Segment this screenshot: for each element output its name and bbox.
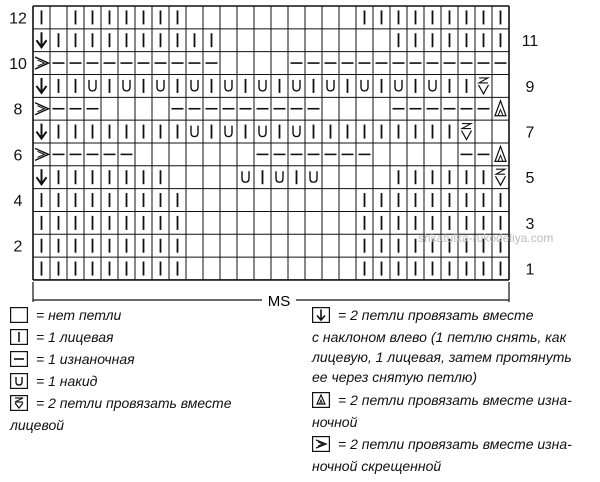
legend-item-purl bbox=[10, 349, 300, 371]
ssk-arrow-cell bbox=[37, 32, 47, 47]
legend-text-knit: = 1 лицевая bbox=[36, 329, 114, 345]
yarn-over-cell bbox=[89, 80, 96, 91]
row-number-4: 4 bbox=[13, 193, 23, 211]
yarn-over-cell bbox=[157, 80, 164, 91]
row-number-6: 6 bbox=[13, 147, 23, 165]
yarn-over-cell bbox=[395, 80, 402, 91]
legend-text-p2togtbl-2: ночной скрещенной bbox=[312, 458, 442, 474]
yarn-over-cell bbox=[310, 171, 317, 182]
yarn-over-cell bbox=[225, 80, 232, 91]
row-number-12: 12 bbox=[9, 10, 27, 28]
legend-right bbox=[312, 305, 597, 476]
row-number-7: 7 bbox=[525, 124, 535, 142]
knit-stitch-icon bbox=[10, 329, 28, 345]
ssk-arrow-cell bbox=[37, 78, 47, 93]
yarn-over-cell bbox=[429, 80, 436, 91]
yarn-over-cell bbox=[293, 80, 300, 91]
k2tog-cell bbox=[496, 169, 506, 185]
yarn-over-cell bbox=[225, 126, 232, 137]
row-number-1: 1 bbox=[525, 261, 535, 279]
yarn-over-cell bbox=[327, 80, 334, 91]
yarn-over-icon bbox=[10, 373, 28, 389]
yarn-over-cell bbox=[259, 80, 266, 91]
row-number-9: 9 bbox=[525, 78, 535, 96]
legend-text-yo: = 1 накид bbox=[36, 373, 98, 389]
p2tog-cell bbox=[495, 101, 506, 116]
yarn-over-cell bbox=[191, 80, 198, 91]
watermark-text: shkatulka-rukodeliya.com bbox=[418, 231, 554, 245]
k2tog-icon bbox=[10, 395, 28, 411]
legend-text-k2tog-cont: лицевой bbox=[10, 417, 65, 433]
legend-item-empty bbox=[10, 305, 300, 327]
row-number-2: 2 bbox=[13, 238, 23, 256]
legend-item-p2togtbl bbox=[312, 434, 597, 456]
k2tog-cell bbox=[479, 78, 489, 94]
legend-item-ssk bbox=[312, 305, 597, 327]
yarn-over-cell bbox=[259, 126, 266, 137]
ssk-arrow-cell bbox=[37, 124, 47, 139]
p2tog-tbl-cell bbox=[35, 103, 49, 115]
legend-text-ssk-4: ее через снятую петлю) bbox=[312, 369, 478, 385]
legend-text-p2tog-1: = 2 петли провязать вместе изна- bbox=[338, 392, 572, 408]
legend-text-purl: = 1 изнаночная bbox=[36, 351, 135, 367]
row-number-11: 11 bbox=[521, 33, 539, 51]
legend-text-k2tog: = 2 петли провязать вместе bbox=[36, 395, 232, 411]
legend-left bbox=[10, 305, 300, 435]
legend-text-empty: = нет петли bbox=[36, 307, 122, 323]
yarn-over-cell bbox=[361, 80, 368, 91]
legend-text-ssk-3: лицевую, 1 лицевая, затем протянуть bbox=[312, 349, 572, 365]
legend-item-yo bbox=[10, 371, 300, 393]
legend-text-p2tog-2: ночной bbox=[312, 414, 358, 430]
yarn-over-cell bbox=[242, 171, 249, 182]
legend-text-ssk-2: с наклоном влево (1 петлю снять, как bbox=[312, 329, 567, 345]
yarn-over-cell bbox=[123, 80, 130, 91]
repeat-label: MS bbox=[267, 293, 291, 310]
row-number-8: 8 bbox=[13, 101, 23, 119]
k2tog-cell bbox=[462, 124, 472, 140]
legend-item-knit bbox=[10, 327, 300, 349]
row-number-3: 3 bbox=[525, 215, 535, 233]
yarn-over-cell bbox=[191, 126, 198, 137]
p2tog-tbl-cell bbox=[35, 57, 49, 69]
p2tog-cell bbox=[495, 146, 506, 161]
row-number-10: 10 bbox=[9, 56, 27, 74]
ssk-arrow-cell bbox=[37, 169, 47, 184]
p2tog-tbl-cell bbox=[35, 148, 49, 160]
yarn-over-cell bbox=[293, 126, 300, 137]
legend-text-ssk-1: = 2 петли провязать вместе bbox=[338, 307, 534, 323]
p2tog-icon bbox=[312, 392, 330, 408]
yarn-over-cell bbox=[276, 171, 283, 182]
purl-stitch-icon bbox=[10, 351, 28, 367]
row-number-5: 5 bbox=[525, 170, 535, 188]
legend-item-p2tog bbox=[312, 390, 597, 412]
legend-item-k2tog bbox=[10, 393, 300, 415]
legend-text-p2togtbl-1: = 2 петли провязать вместе изна- bbox=[338, 436, 572, 452]
p2tog-tbl-icon bbox=[312, 436, 330, 452]
ssk-arrow-icon bbox=[312, 307, 330, 323]
empty-cell-icon bbox=[10, 307, 28, 323]
